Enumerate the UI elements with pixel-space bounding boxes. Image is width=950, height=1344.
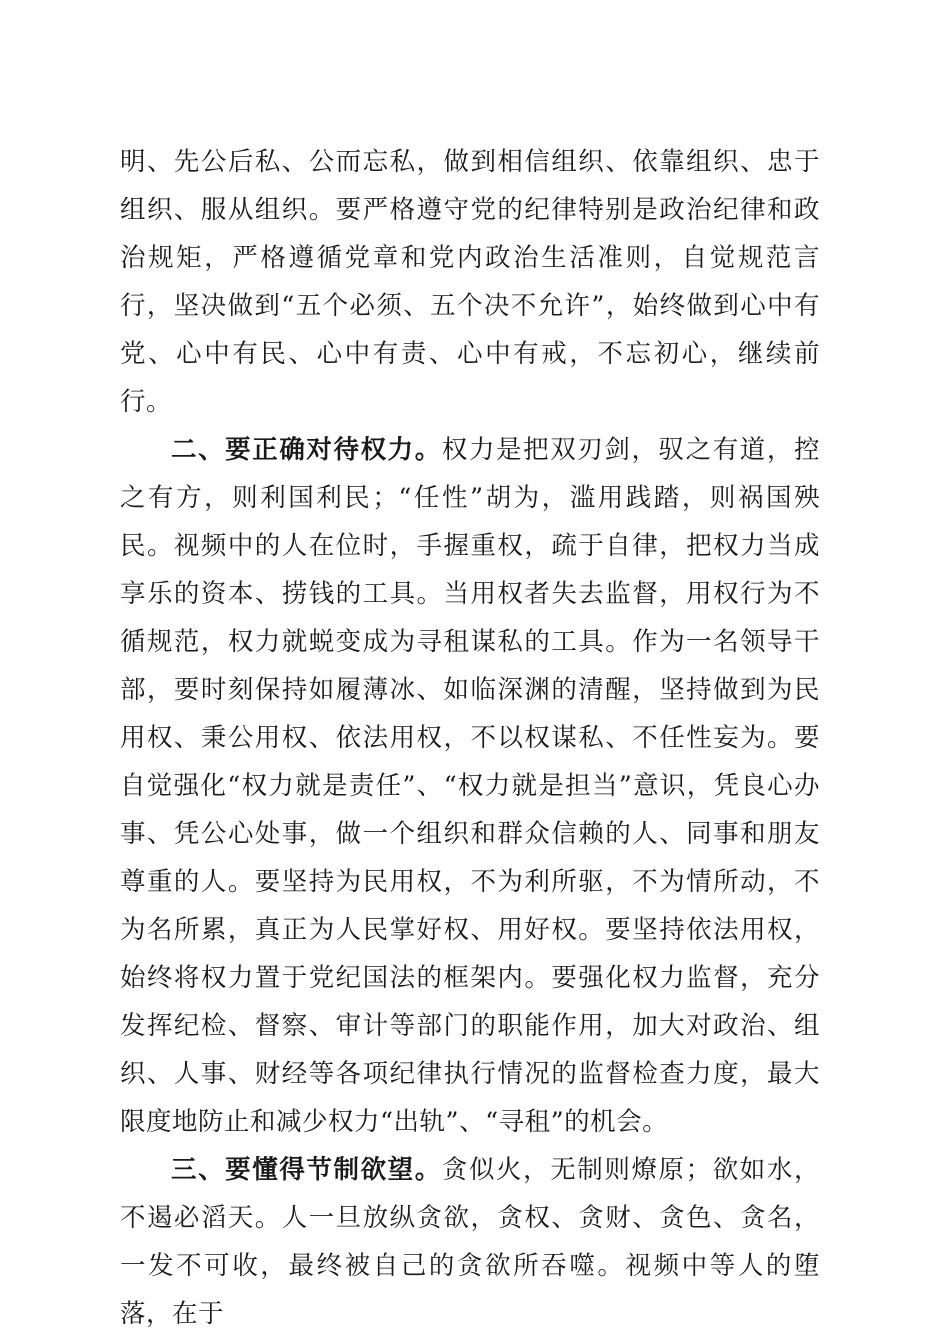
- section-heading-power: 二、要正确对待权力。: [171, 435, 442, 465]
- paragraph-continuation: [120, 138, 820, 426]
- section-heading-desire: 三、要懂得节制欲望。: [171, 1155, 442, 1185]
- paragraph-body: 贪似火，无制则燎原；欲如水，不遏必滔天。人一旦放纵贪欲，贪权、贪财、贪色、贪名，一发不可收，最终被自己的贪欲所吞噬。视频中等人的堕落，在于: [120, 1155, 820, 1329]
- paragraph-body: 明、先公后私、公而忘私，做到相信组织、依靠组织、忠于组织、服从组织。要严格遵守党的纪律特别是政治纪律和政治规矩，严格遵循党章和党内政治生活准则，自觉规范言行，坚决做到“五个必须、五个决不允许”，始终做到心中有党、心中有民、心中有责、心中有戒，不忘初心，继续前行。: [120, 147, 820, 417]
- paragraph-desire: [120, 1146, 820, 1338]
- document-body: [120, 138, 820, 1338]
- paragraph-power: [120, 426, 820, 1146]
- paragraph-body: 权力是把双刃剑，驭之有道，控之有方，则利国利民；“任性”胡为，滥用践踏，则祸国殃民。视频中的人在位时，手握重权，疏于自律，把权力当成享乐的资本、捞钱的工具。当用权者失去监督，用权行为不循规范，权力就蜕变成为寻租谋私的工具。作为一名领导干部，要时刻保持如履薄冰、如临深渊的清醒，坚持做到为民用权、秉公用权、依法用权，不以权谋私、不任性妄为。要自觉强化“权力就是责任”、“权力就是担当”意识，凭良心办事、凭公心处事，做一个组织和群众信赖的人、同事和朋友尊重的人。要坚持为民用权，不为利所驱，不为情所动，不为名所累，真正为人民掌好权、用好权。要坚持依法用权，始终将权力置于党纪国法的框架内。要强化权力监督，充分发挥纪检、督察、审计等部门的职能作用，加大对政治、组织、人事、财经等各项纪律执行情况的监督检查力度，最大限度地防止和减少权力“出轨”、“寻租”的机会。: [120, 435, 820, 1137]
